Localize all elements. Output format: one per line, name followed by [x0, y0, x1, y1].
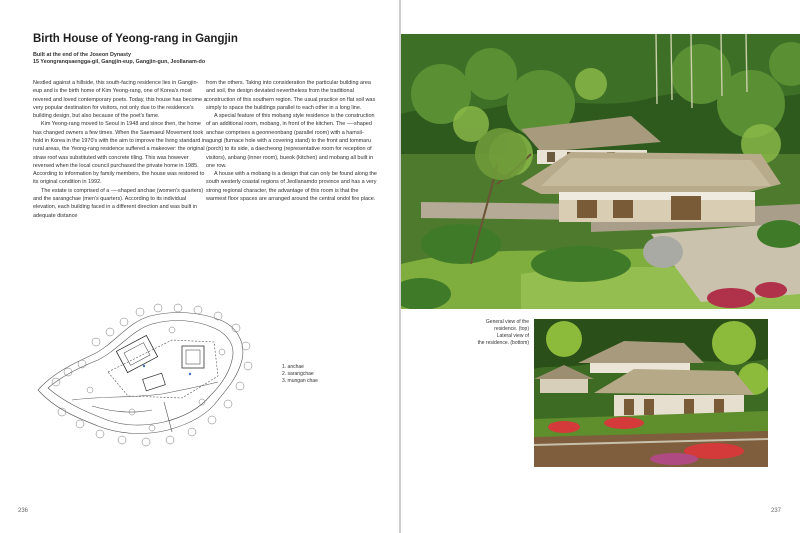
caption-line: Lateral view of — [496, 333, 529, 339]
page-number-left: 236 — [18, 508, 29, 514]
page-title: Birth House of Yeong-rang in Gangjin — [33, 33, 238, 45]
caption-line: the residence. (bottom) — [477, 340, 529, 346]
paragraph: from the others. Taking into consideration the particular building area and soil, the design deviated nevertheless from the traditional construction of this southern region. The usual practice on flat soil was simply to space the buildings parallel to each other in a long line. — [206, 80, 376, 111]
photo-general-view — [401, 34, 800, 309]
right-page — [401, 0, 800, 533]
paragraph: Kim Yeong-rang moved to Seoul in 1948 and since then, the home has changed owners a few times. When the Saemaeul Movement took hold in Korea in the 1970's with the aim to improve the living standard in rural areas, the Yeong-rang residence suffered a makeover: the original straw roof was substituted with concrete tiling. This was however reversed when the local council purchased the private home in 1985. According to information by family members, the house was restored to its original condition in 1992. — [33, 121, 207, 186]
legend-item: 3. mungan chae — [282, 378, 318, 385]
paragraph: A special feature of this mobang style residence is the construction of an additional room, mobang, in front of the kitchen. The —-shaped anchae comprises a geonneonbang (parallel room) with a hamsil-agungi (furnace hole with a covering stand) to the front and tommaru (porch) to its side, a daecheong (representative room for reception of visitors), anbang (inner room), bueok (kitchen) and mobang all built in one row. — [206, 113, 375, 169]
paragraph: A house with a mobang is a design that can only be found along the south westerly coastal regions of Jeollanamdo province and has a very strong regional character, the advantage of this room is that the warmest floor spaces are arranged around the central ondol fire place. — [206, 171, 377, 202]
body-column-1 — [33, 79, 207, 220]
left-page — [0, 0, 399, 533]
site-plan-drawing — [32, 302, 272, 450]
caption-line: residence. (top) — [494, 326, 529, 332]
paragraph: Nestled against a hillside, this south-facing residence lies in Gangjin-eup and is the birth home of Kim Yeong-rang, one of Korea's most revered and loved contemporary poets. Today, this house has become a very popular destination for visitors, not only due to the residence's building design, but also because of the poet's fame. — [33, 80, 207, 120]
photo-caption — [445, 319, 529, 347]
legend-item: 1. anchae — [282, 364, 304, 370]
subtitle-block — [33, 52, 383, 67]
address: 15 Yeongranqsaengga-gil, Gangjin-eup, Gangjin-gun, Jeollanam-do — [33, 59, 206, 66]
site-plan-legend — [282, 364, 318, 386]
caption-line: General view of the — [485, 319, 529, 325]
photo-lateral-view — [534, 319, 768, 467]
legend-item: 2. sarangchae — [282, 371, 314, 378]
paragraph: The estate is comprised of a —-shaped anchae (women's quarters) and the sarangchae (men's quarters). According to its individual elevation, each building faced in a different direction and was built in adequate distance — [33, 187, 204, 219]
page-number-right: 237 — [771, 508, 782, 514]
construction-date: Built at the end of the Joseon Dynasty — [33, 52, 131, 58]
body-column-2 — [206, 79, 380, 203]
